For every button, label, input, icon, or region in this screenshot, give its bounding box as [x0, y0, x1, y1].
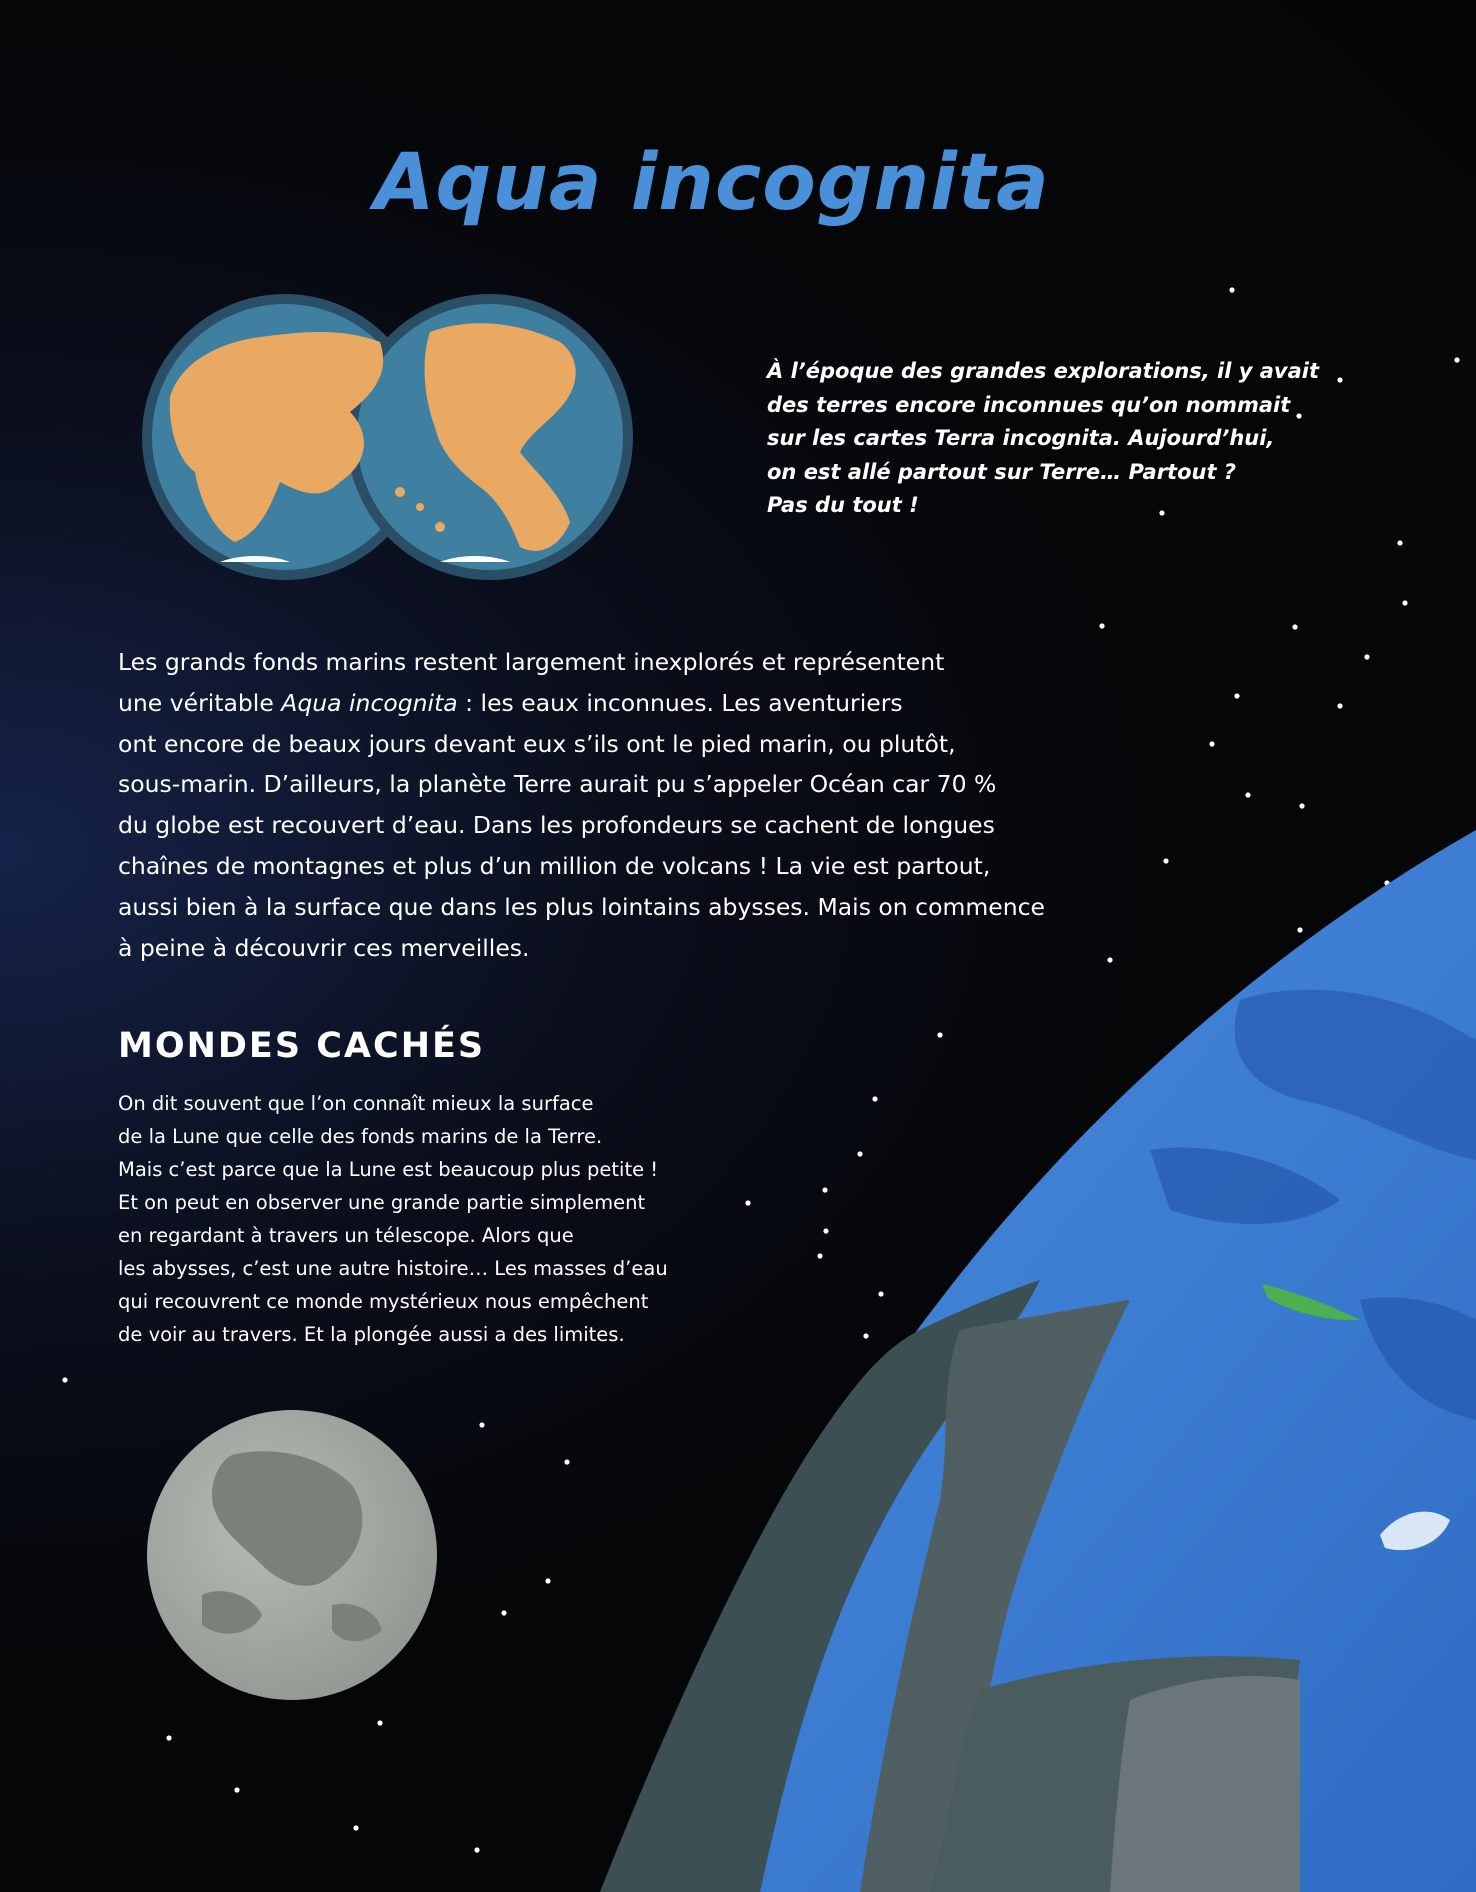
body-line — [118, 683, 1078, 724]
section-line: les abysses, c’est une autre histoire… Les masses d’eau — [118, 1257, 668, 1280]
body-line: du globe est recouvert d’eau. Dans les profondeurs se cachent de longues — [118, 811, 995, 840]
rock-ridge — [1110, 1676, 1300, 1892]
section-paragraph — [118, 1087, 738, 1351]
body-text: : les eaux inconnues. Les aventuriers — [457, 688, 903, 717]
intro-paragraph — [767, 355, 1327, 523]
section-line: de voir au travers. Et la plongée aussi a des limites. — [118, 1323, 625, 1346]
body-line: chaînes de montagnes et plus d’un million de volcans ! La vie est partout, — [118, 851, 991, 880]
section-line: Et on peut en observer une grande partie simplement — [118, 1191, 646, 1214]
intro-line: À l’époque des grandes explorations, il y avait — [767, 359, 1320, 383]
world-map-illustration — [140, 292, 640, 582]
body-line: aussi bien à la surface que dans les plus lointains abysses. Mais on commence — [118, 892, 1045, 921]
intro-line: Pas du tout ! — [767, 493, 919, 517]
body-line: Les grands fonds marins restent largement inexplorés et représentent — [118, 648, 945, 676]
body-paragraph — [118, 642, 1078, 968]
section-heading: MONDES CACHÉS — [118, 1026, 486, 1066]
section-line: Mais c’est parce que la Lune est beaucoup plus petite ! — [118, 1158, 659, 1181]
moon-illustration — [142, 1405, 442, 1705]
section-line: de la Lune que celle des fonds marins de la Terre. — [118, 1125, 603, 1148]
body-line: sous-marin. D’ailleurs, la planète Terre aurait pu s’appeler Océan car 70 % — [118, 770, 997, 799]
page-title: Aqua incognita — [374, 138, 1050, 228]
section-line: On dit souvent que l’on connaît mieux la surface — [118, 1092, 594, 1115]
body-italic: Aqua incognita — [281, 688, 458, 717]
body-text: une véritable — [118, 688, 282, 717]
section-line: en regardant à travers un télescope. Alors que — [118, 1224, 574, 1247]
intro-line: sur les cartes Terra incognita. Aujourd’hui, — [767, 426, 1275, 450]
section-line: qui recouvrent ce monde mystérieux nous empêchent — [118, 1290, 649, 1313]
intro-line: on est allé partout sur Terre… Partout ? — [767, 459, 1236, 484]
body-line: ont encore de beaux jours devant eux s’ils ont le pied marin, ou plutôt, — [118, 729, 956, 758]
intro-line: des terres encore inconnues qu’on nommait — [767, 392, 1291, 417]
body-line: à peine à découvrir ces merveilles. — [118, 933, 530, 962]
